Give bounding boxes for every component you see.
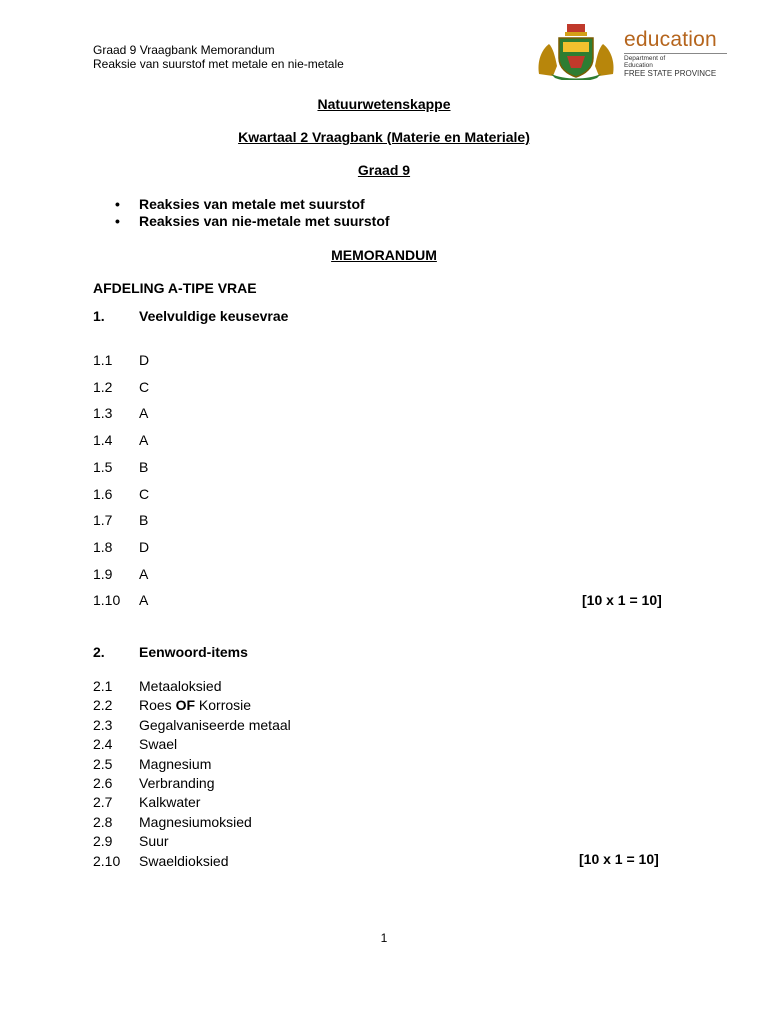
answer-row (93, 404, 148, 422)
answer-row (93, 832, 169, 850)
answer-number: 2.10 (93, 852, 121, 869)
answer-number: 2.5 (93, 755, 113, 772)
answer-row (93, 793, 200, 811)
answer-text: C (139, 485, 150, 502)
header-line-1: Graad 9 Vraagbank Memorandum (93, 43, 275, 57)
answer-number: 1.6 (93, 485, 113, 502)
answer-number: 1.3 (93, 405, 113, 422)
answer-row (93, 351, 149, 369)
answer-number: 2.9 (93, 833, 113, 850)
answer-row (93, 485, 149, 503)
answer-text: Magnesiumoksied (139, 813, 252, 830)
logo-rule (624, 53, 727, 54)
answer-row (93, 852, 229, 870)
topic-item: • Reaksies van nie-metale met suurstof (115, 213, 390, 229)
answer-number: 1.1 (93, 352, 113, 368)
answer-number: 2.3 (93, 716, 113, 733)
answer-text: Kalkwater (139, 794, 201, 811)
question-1-marks: [10 x 1 = 10] (582, 592, 662, 608)
answer-row (93, 591, 148, 609)
answer-text: Roes (139, 697, 172, 714)
bullet-icon: • (115, 213, 120, 229)
answer-number: 2.4 (93, 736, 113, 753)
topic-list (115, 196, 390, 230)
question-2-marks: [10 x 1 = 10] (579, 851, 659, 867)
answer-number: 1.7 (93, 512, 113, 529)
coat-of-arms-icon (535, 22, 617, 80)
logo-wordmark: education (624, 28, 717, 51)
logo-dept-line1: Department of (624, 55, 666, 62)
section-a-heading: AFDELING A-TIPE VRAE (93, 280, 257, 296)
answer-row (93, 716, 291, 734)
answer-row (93, 538, 149, 556)
answer-row (93, 677, 222, 695)
answer-text: C (139, 378, 150, 395)
answer-number: 1.5 (93, 458, 113, 475)
answer-number: 1.4 (93, 432, 113, 449)
answer-number: 1.10 (93, 592, 121, 609)
answer-text: B (139, 458, 149, 475)
answer-number: 2.6 (93, 775, 113, 791)
answer-number: 1.9 (93, 565, 113, 582)
term-title: Kwartaal 2 Vraagbank (Materie en Materiale) (238, 129, 530, 145)
answer-row (93, 378, 149, 396)
answer-number: 1.8 (93, 538, 113, 555)
answer-text: A (139, 432, 149, 449)
answer-text: Verbranding (139, 775, 215, 791)
answer-number: 2.2 (93, 697, 113, 714)
answer-row (93, 755, 211, 773)
question-1-heading: 1. Veelvuldige keusevrae (93, 308, 289, 324)
answer-text: Swaeldioksied (139, 852, 229, 869)
topic-item: • Reaksies van metale met suurstof (115, 196, 365, 212)
answer-text: Metaaloksied (139, 678, 222, 694)
answer-text: D (139, 538, 150, 555)
answer-row (93, 511, 148, 529)
memorandum-title: MEMORANDUM (331, 247, 437, 263)
answer-number: 2.1 (93, 678, 113, 694)
question-2-heading: 2. Eenwoord-items (93, 644, 248, 660)
answer-text: B (139, 512, 149, 529)
answer-text: D (139, 352, 150, 368)
answer-row (93, 565, 148, 583)
answer-alt-text: Korrosie (198, 697, 252, 714)
answer-row (93, 696, 251, 714)
answer-text: Suur (139, 833, 169, 850)
bullet-icon: • (115, 196, 120, 212)
answer-text: A (139, 565, 149, 582)
education-logo (535, 22, 727, 80)
answer-number: 2.7 (93, 794, 113, 811)
logo-province: FREE STATE PROVINCE (624, 69, 717, 78)
logo-dept-line2: Education (624, 62, 653, 69)
answer-number: 1.2 (93, 378, 113, 395)
answer-text: A (139, 405, 149, 422)
header-line-2: Reaksie van suurstof met metale en nie-metale (93, 57, 344, 71)
answer-number: 2.8 (93, 813, 113, 830)
logo-department (624, 55, 684, 69)
subject-title: Natuurwetenskappe (317, 96, 451, 112)
grade-title: Graad 9 (357, 162, 411, 178)
answer-row (93, 774, 215, 792)
answer-row (93, 735, 177, 753)
answer-text: Magnesium (139, 755, 212, 772)
page-number: 1 (380, 931, 388, 945)
answer-row (93, 431, 148, 449)
answer-row (93, 458, 148, 476)
answer-text: A (139, 592, 149, 609)
answer-connector: OF (171, 697, 199, 714)
answer-row (93, 813, 252, 831)
answer-text: Swael (139, 736, 178, 753)
answer-text: Gegalvaniseerde metaal (139, 716, 291, 733)
